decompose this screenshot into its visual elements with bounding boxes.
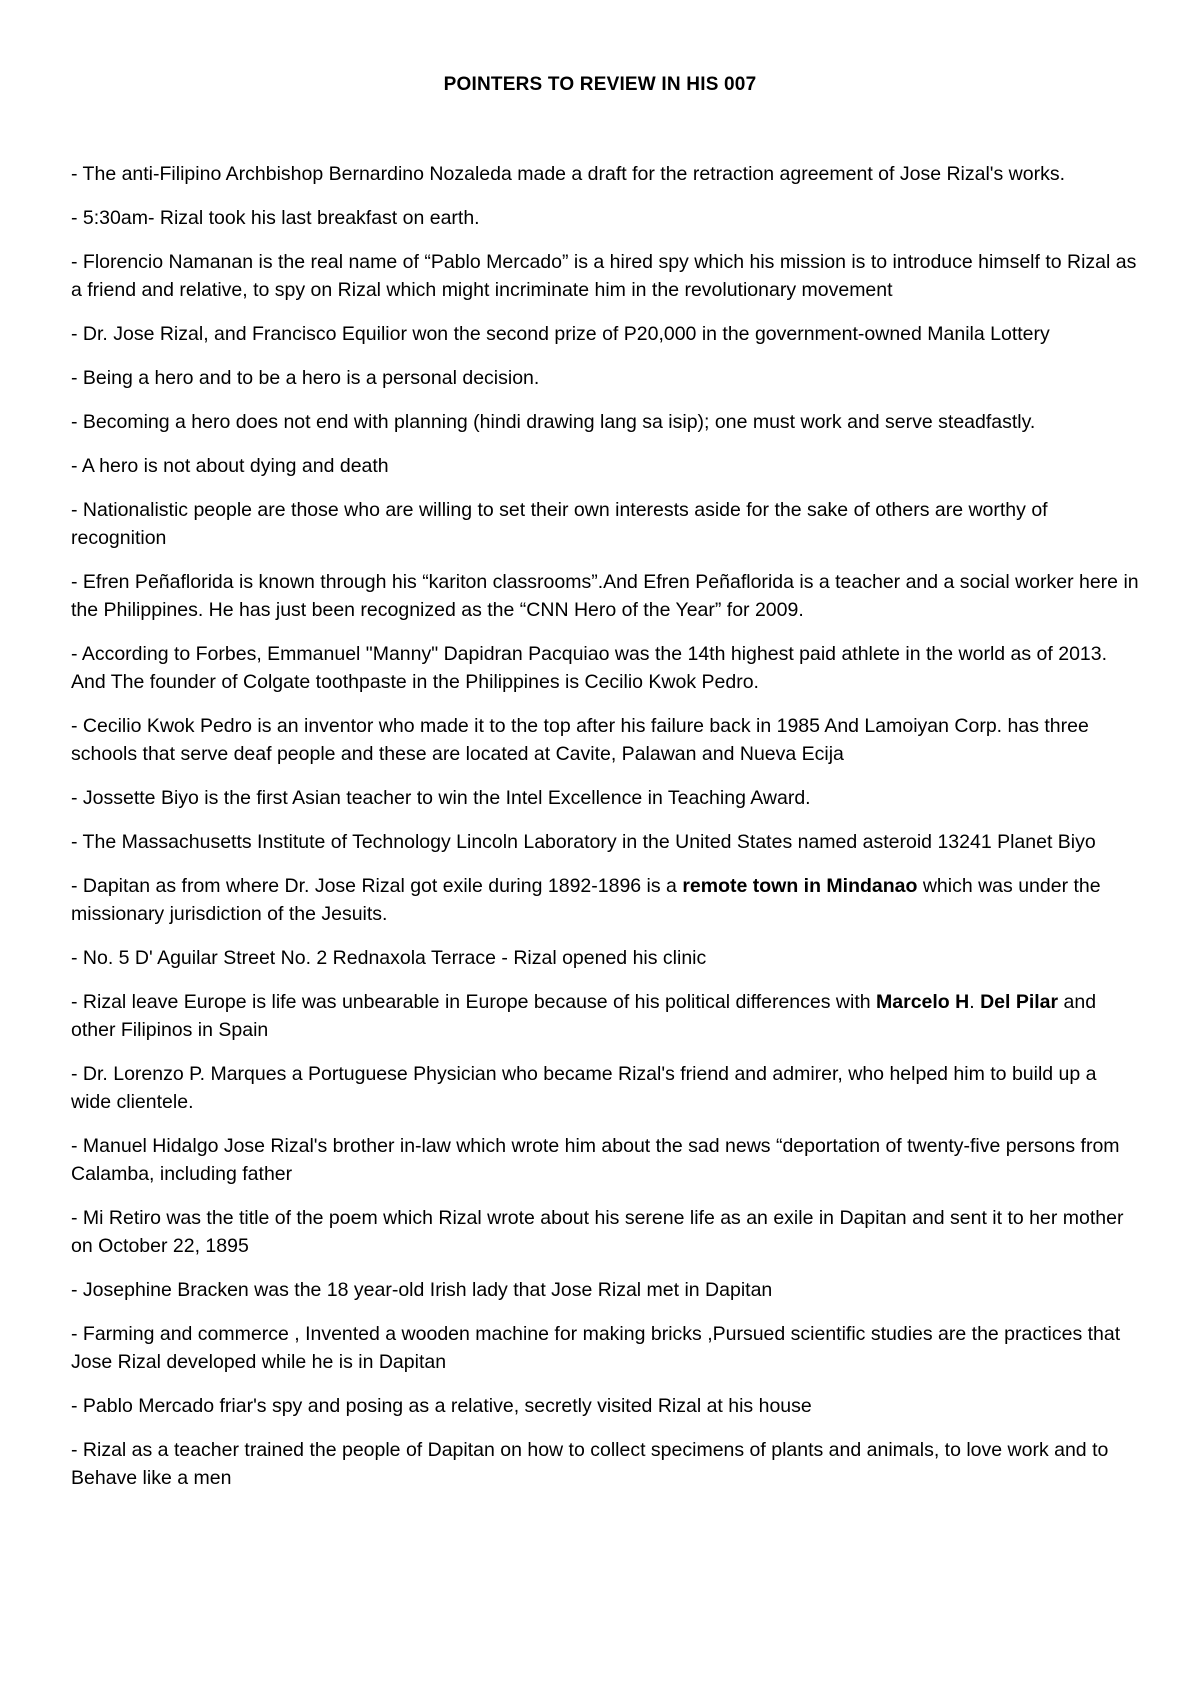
pointer-paragraph — [71, 944, 1139, 972]
paragraph-text: - A hero is not about dying and death — [71, 455, 389, 477]
pointer-paragraph — [71, 248, 1139, 304]
pointer-paragraph — [71, 320, 1139, 348]
pointer-paragraph — [71, 872, 1139, 928]
paragraph-text: - Dr. Lorenzo P. Marques a Portuguese Physician who became Rizal's friend and admirer, who helped him to build up a wide clientele. — [71, 1063, 1097, 1113]
paragraph-text: . — [969, 991, 981, 1013]
pointer-paragraph — [71, 1320, 1139, 1376]
paragraph-text: - Pablo Mercado friar's spy and posing as a relative, secretly visited Rizal at his house — [71, 1395, 812, 1417]
pointer-paragraph — [71, 364, 1139, 392]
pointer-paragraph — [71, 1392, 1139, 1420]
paragraph-text: - Mi Retiro was the title of the poem which Rizal wrote about his serene life as an exile in Dapitan and sent it to her mother on October 22, 1895 — [71, 1207, 1124, 1257]
pointer-paragraph — [71, 712, 1139, 768]
paragraph-text: - Being a hero and to be a hero is a personal decision. — [71, 367, 540, 389]
paragraph-text: - Rizal as a teacher trained the people of Dapitan on how to collect specimens of plants and animals, to love work and to Behave like a men — [71, 1439, 1109, 1489]
paragraph-text: - Farming and commerce , Invented a wooden machine for making bricks ,Pursued scientific studies are the practices that Jose Rizal developed while he is in Dapitan — [71, 1323, 1121, 1373]
pointer-paragraph — [71, 784, 1139, 812]
paragraph-text: - The Massachusetts Institute of Technology Lincoln Laboratory in the United States named asteroid 13241 Planet Biyo — [71, 831, 1096, 853]
pointer-paragraph — [71, 1436, 1139, 1492]
document-body — [71, 160, 1139, 1508]
paragraph-text: - No. 5 D' Aguilar Street No. 2 Rednaxola Terrace - Rizal opened his clinic — [71, 947, 707, 969]
pointer-paragraph — [71, 408, 1139, 436]
paragraph-text: - Josephine Bracken was the 18 year-old Irish lady that Jose Rizal met in Dapitan — [71, 1279, 773, 1301]
paragraph-text: - Rizal leave Europe is life was unbearable in Europe because of his political differences with — [71, 991, 877, 1013]
document-title: POINTERS TO REVIEW IN HIS 007 — [443, 74, 757, 95]
bold-emphasis: remote town in Mindanao — [682, 875, 918, 897]
paragraph-text: - Jossette Biyo is the first Asian teacher to win the Intel Excellence in Teaching Award. — [71, 787, 811, 809]
pointer-paragraph — [71, 452, 1139, 480]
pointer-paragraph — [71, 1132, 1139, 1188]
paragraph-text: - Florencio Namanan is the real name of “Pablo Mercado” is a hired spy which his mission is to introduce himself to Rizal as a friend and relative, to spy on Rizal which might incriminate him in the revolutionary movement — [71, 251, 1137, 301]
paragraph-text: - Nationalistic people are those who are willing to set their own interests aside for the sake of others are worthy of recognition — [71, 499, 1048, 549]
pointer-paragraph — [71, 1276, 1139, 1304]
paragraph-text: - 5:30am- Rizal took his last breakfast on earth. — [71, 207, 480, 229]
paragraph-text: - Cecilio Kwok Pedro is an inventor who made it to the top after his failure back in 1985 And Lamoiyan Corp. has three schools that serve deaf people and these are located at Cavite, Palawan and Nueva Ecija — [71, 715, 1089, 765]
pointer-paragraph — [71, 204, 1139, 232]
paragraph-text: and other Filipinos in Spain — [71, 991, 1097, 1041]
pointer-paragraph — [71, 496, 1139, 552]
pointer-paragraph — [71, 988, 1139, 1044]
paragraph-text: - The anti-Filipino Archbishop Bernardino Nozaleda made a draft for the retraction agreement of Jose Rizal's works. — [71, 163, 1066, 185]
paragraph-text: - According to Forbes, Emmanuel "Manny" Dapidran Pacquiao was the 14th highest paid athlete in the world as of 2013. And The founder of Colgate toothpaste in the Philippines is Cecilio Kwok Pedro. — [71, 643, 1108, 693]
pointer-paragraph — [71, 1204, 1139, 1260]
pointer-paragraph — [71, 568, 1139, 624]
paragraph-text: - Dr. Jose Rizal, and Francisco Equilior won the second prize of P20,000 in the government-owned Manila Lottery — [71, 323, 1050, 345]
bold-emphasis: Del Pilar — [980, 991, 1059, 1013]
paragraph-text: - Efren Peñaflorida is known through his “kariton classrooms”.And Efren Peñaflorida is a teacher and a social worker here in the Philippines. He has just been recognized as the “CNN Hero of the Year” for 2009. — [71, 571, 1139, 621]
pointer-paragraph — [71, 640, 1139, 696]
bold-emphasis: Marcelo H — [876, 991, 970, 1013]
paragraph-text: - Becoming a hero does not end with planning (hindi drawing lang sa isip); one must work and serve steadfastly. — [71, 411, 1036, 433]
paragraph-text: - Manuel Hidalgo Jose Rizal's brother in-law which wrote him about the sad news “deportation of twenty-five persons from Calamba, including father — [71, 1135, 1120, 1185]
pointer-paragraph — [71, 828, 1139, 856]
paragraph-text: - Dapitan as from where Dr. Jose Rizal got exile during 1892-1896 is a — [71, 875, 683, 897]
paragraph-text: which was under the missionary jurisdiction of the Jesuits. — [71, 875, 1101, 925]
pointer-paragraph — [71, 160, 1139, 188]
pointer-paragraph — [71, 1060, 1139, 1116]
